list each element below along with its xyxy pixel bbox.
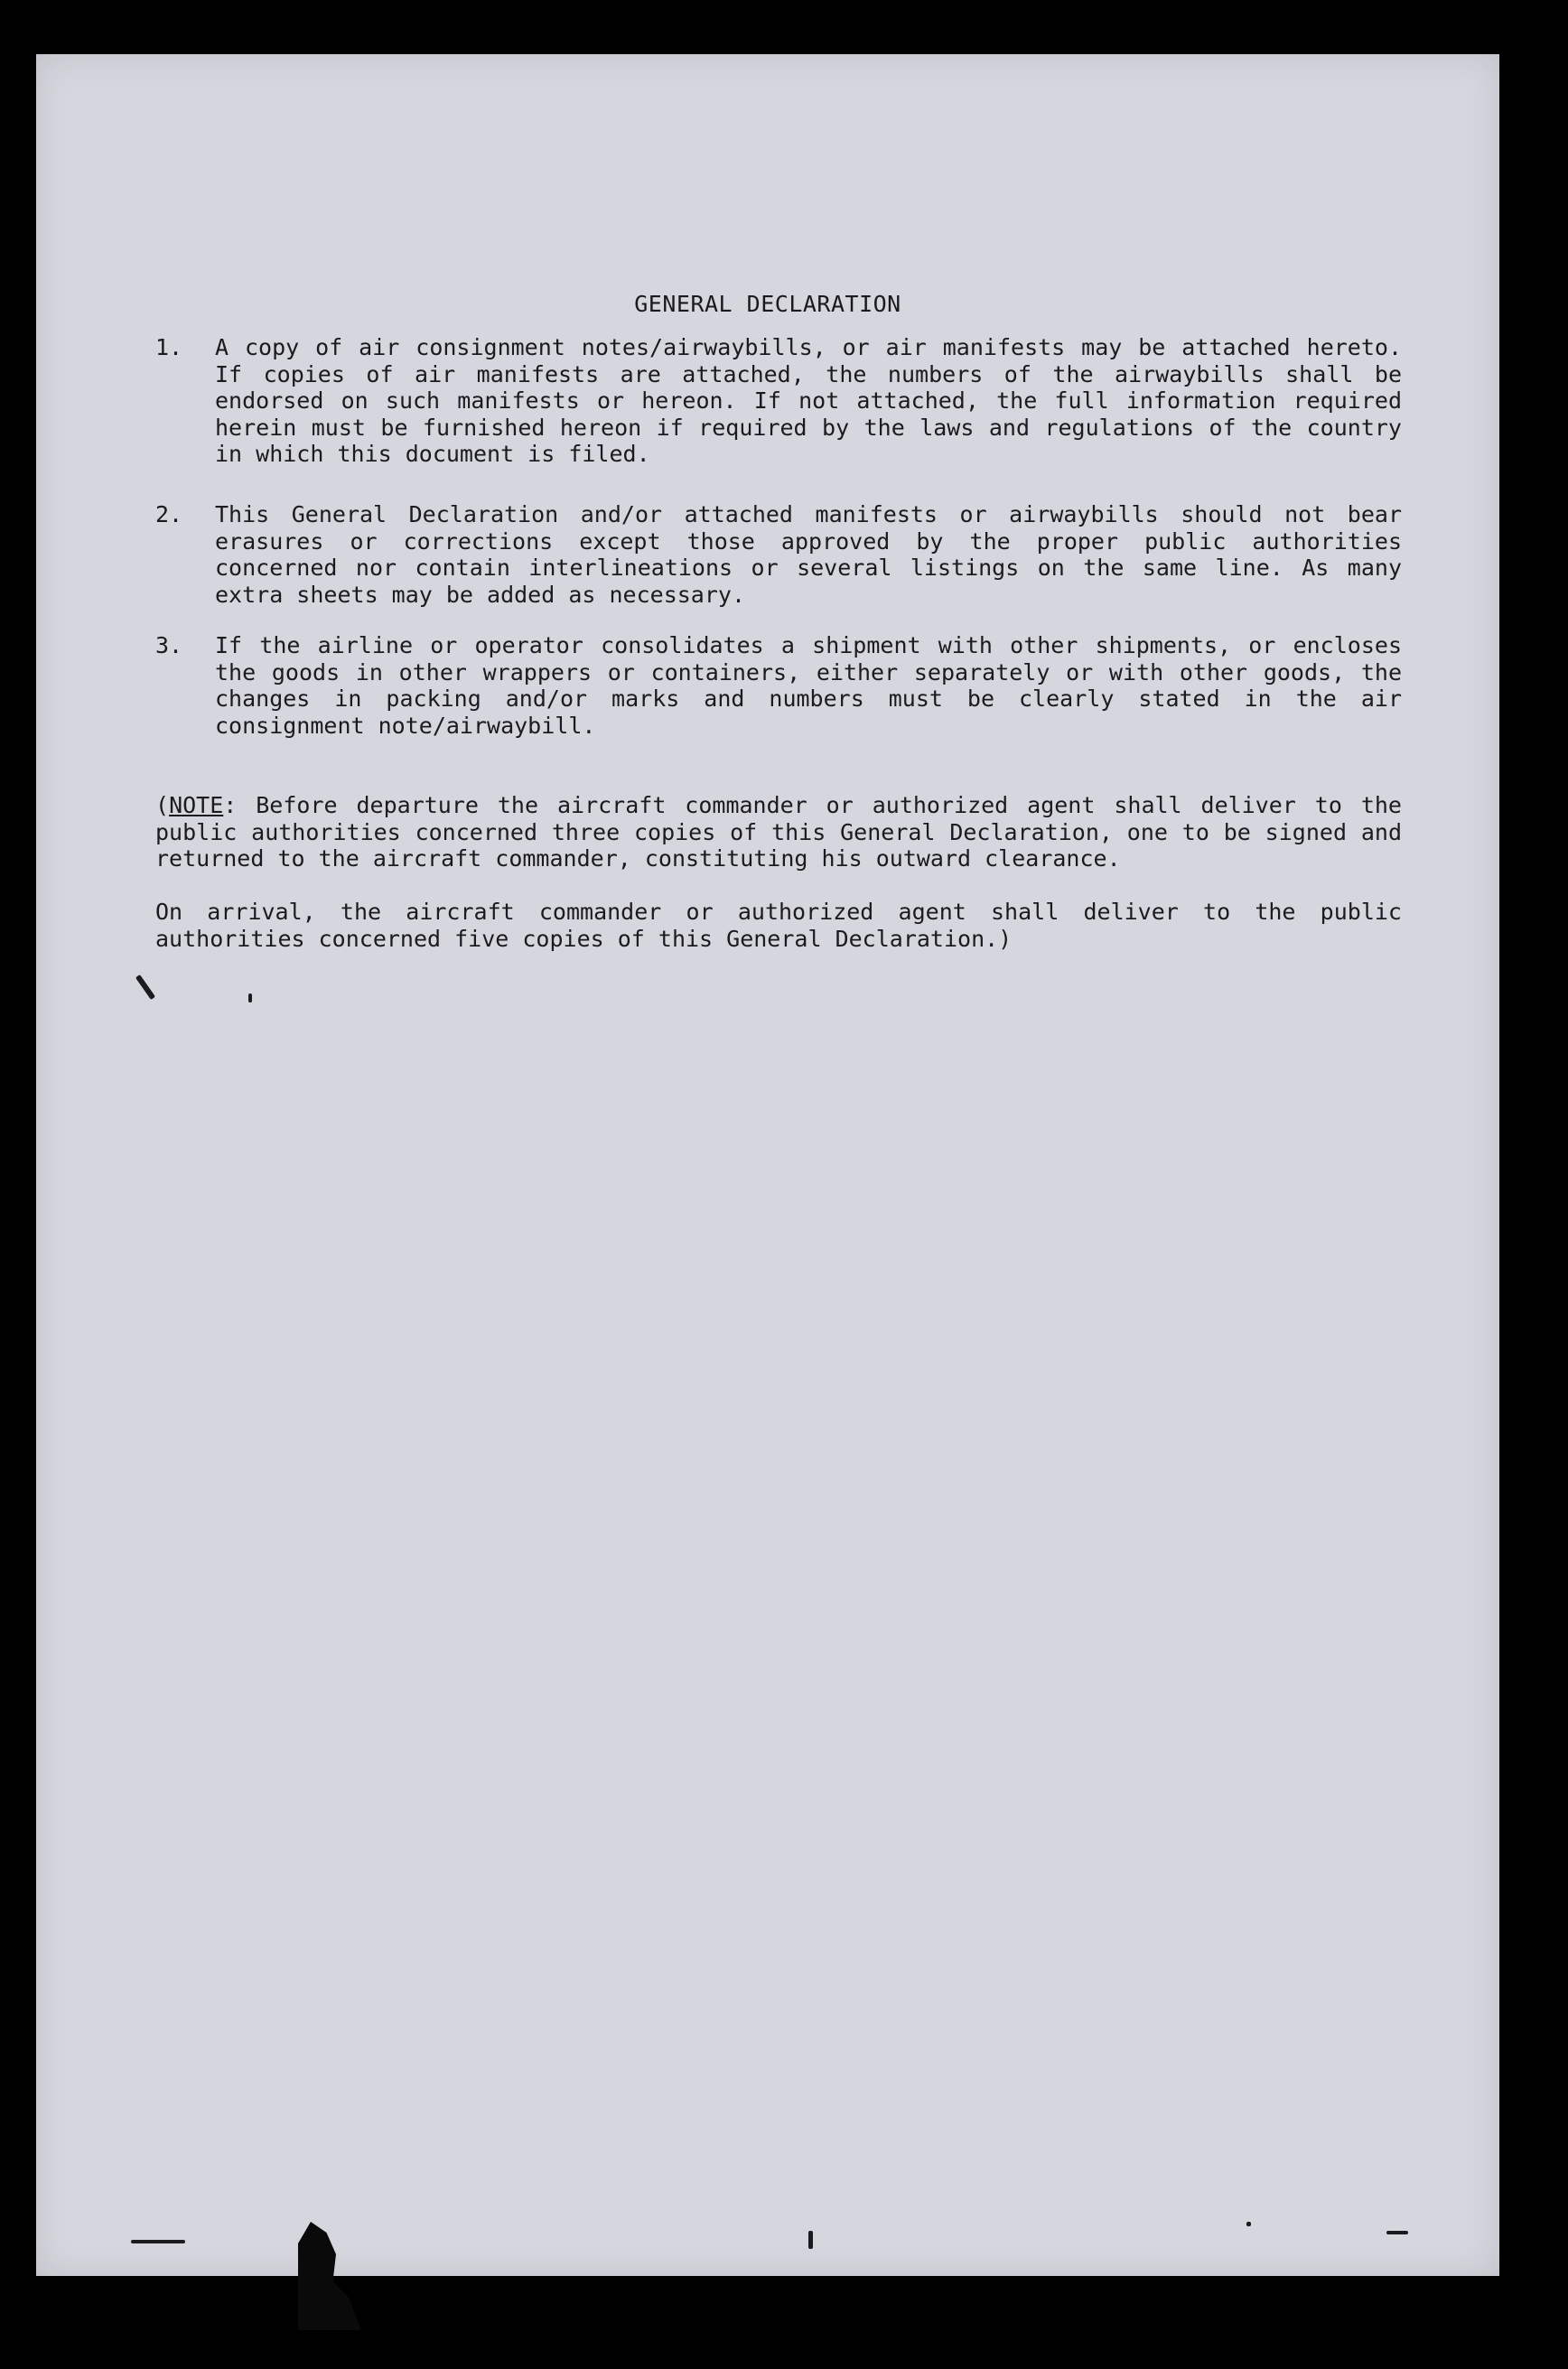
- scan-mark: [131, 2240, 185, 2243]
- scan-mark: [135, 975, 155, 1000]
- item-number: 3.: [155, 632, 183, 658]
- note-label: NOTE: [169, 792, 224, 818]
- scan-mark: [248, 993, 252, 1003]
- item-text: If the airline or operator consolidates a shipment with other shipments, or encloses the goods in other wrappers or containers, either separately or with other goods, the changes in packing and/or marks and numbers must be clearly stated in the air consignment note/airwaybill.: [215, 632, 1402, 739]
- scan-mark: [1386, 2231, 1408, 2234]
- note-text: : Before departure the aircraft commander or authorized agent shall deliver to the public authorities concerned three copies of this General Declaration, one to be signed and returned to the aircraft commander, constituting his outward clearance.: [155, 792, 1402, 872]
- declaration-item-1: [155, 334, 1402, 468]
- declaration-item-2: [155, 501, 1402, 608]
- document-page: [36, 54, 1499, 2276]
- item-number: 1.: [155, 334, 183, 360]
- item-text: This General Declaration and/or attached manifests or airwaybills should not bear erasures or corrections except those approved by the proper public authorities concerned nor contain interlineations or several listings on the same line. As many extra sheets may be added as necessary.: [215, 501, 1402, 608]
- item-number: 2.: [155, 501, 183, 527]
- arrival-paragraph: On arrival, the aircraft commander or authorized agent shall deliver to the public authorities concerned five copies of this General Declaration.): [155, 899, 1402, 952]
- torn-corner: [298, 2222, 361, 2330]
- item-text: A copy of air consignment notes/airwaybills, or air manifests may be attached hereto. If copies of air manifests are attached, the numbers of the airwaybills shall be endorsed on such manifests or hereon. If not attached, the full information required herein must be furnished hereon if required by the laws and regulations of the country in which this document is filed.: [215, 334, 1402, 467]
- note-paragraph: [155, 792, 1402, 872]
- scan-mark: [808, 2231, 813, 2249]
- note-open-paren: (: [155, 792, 170, 818]
- document-title: GENERAL DECLARATION: [634, 291, 901, 317]
- scan-mark: [1246, 2222, 1251, 2226]
- declaration-item-3: [155, 632, 1402, 739]
